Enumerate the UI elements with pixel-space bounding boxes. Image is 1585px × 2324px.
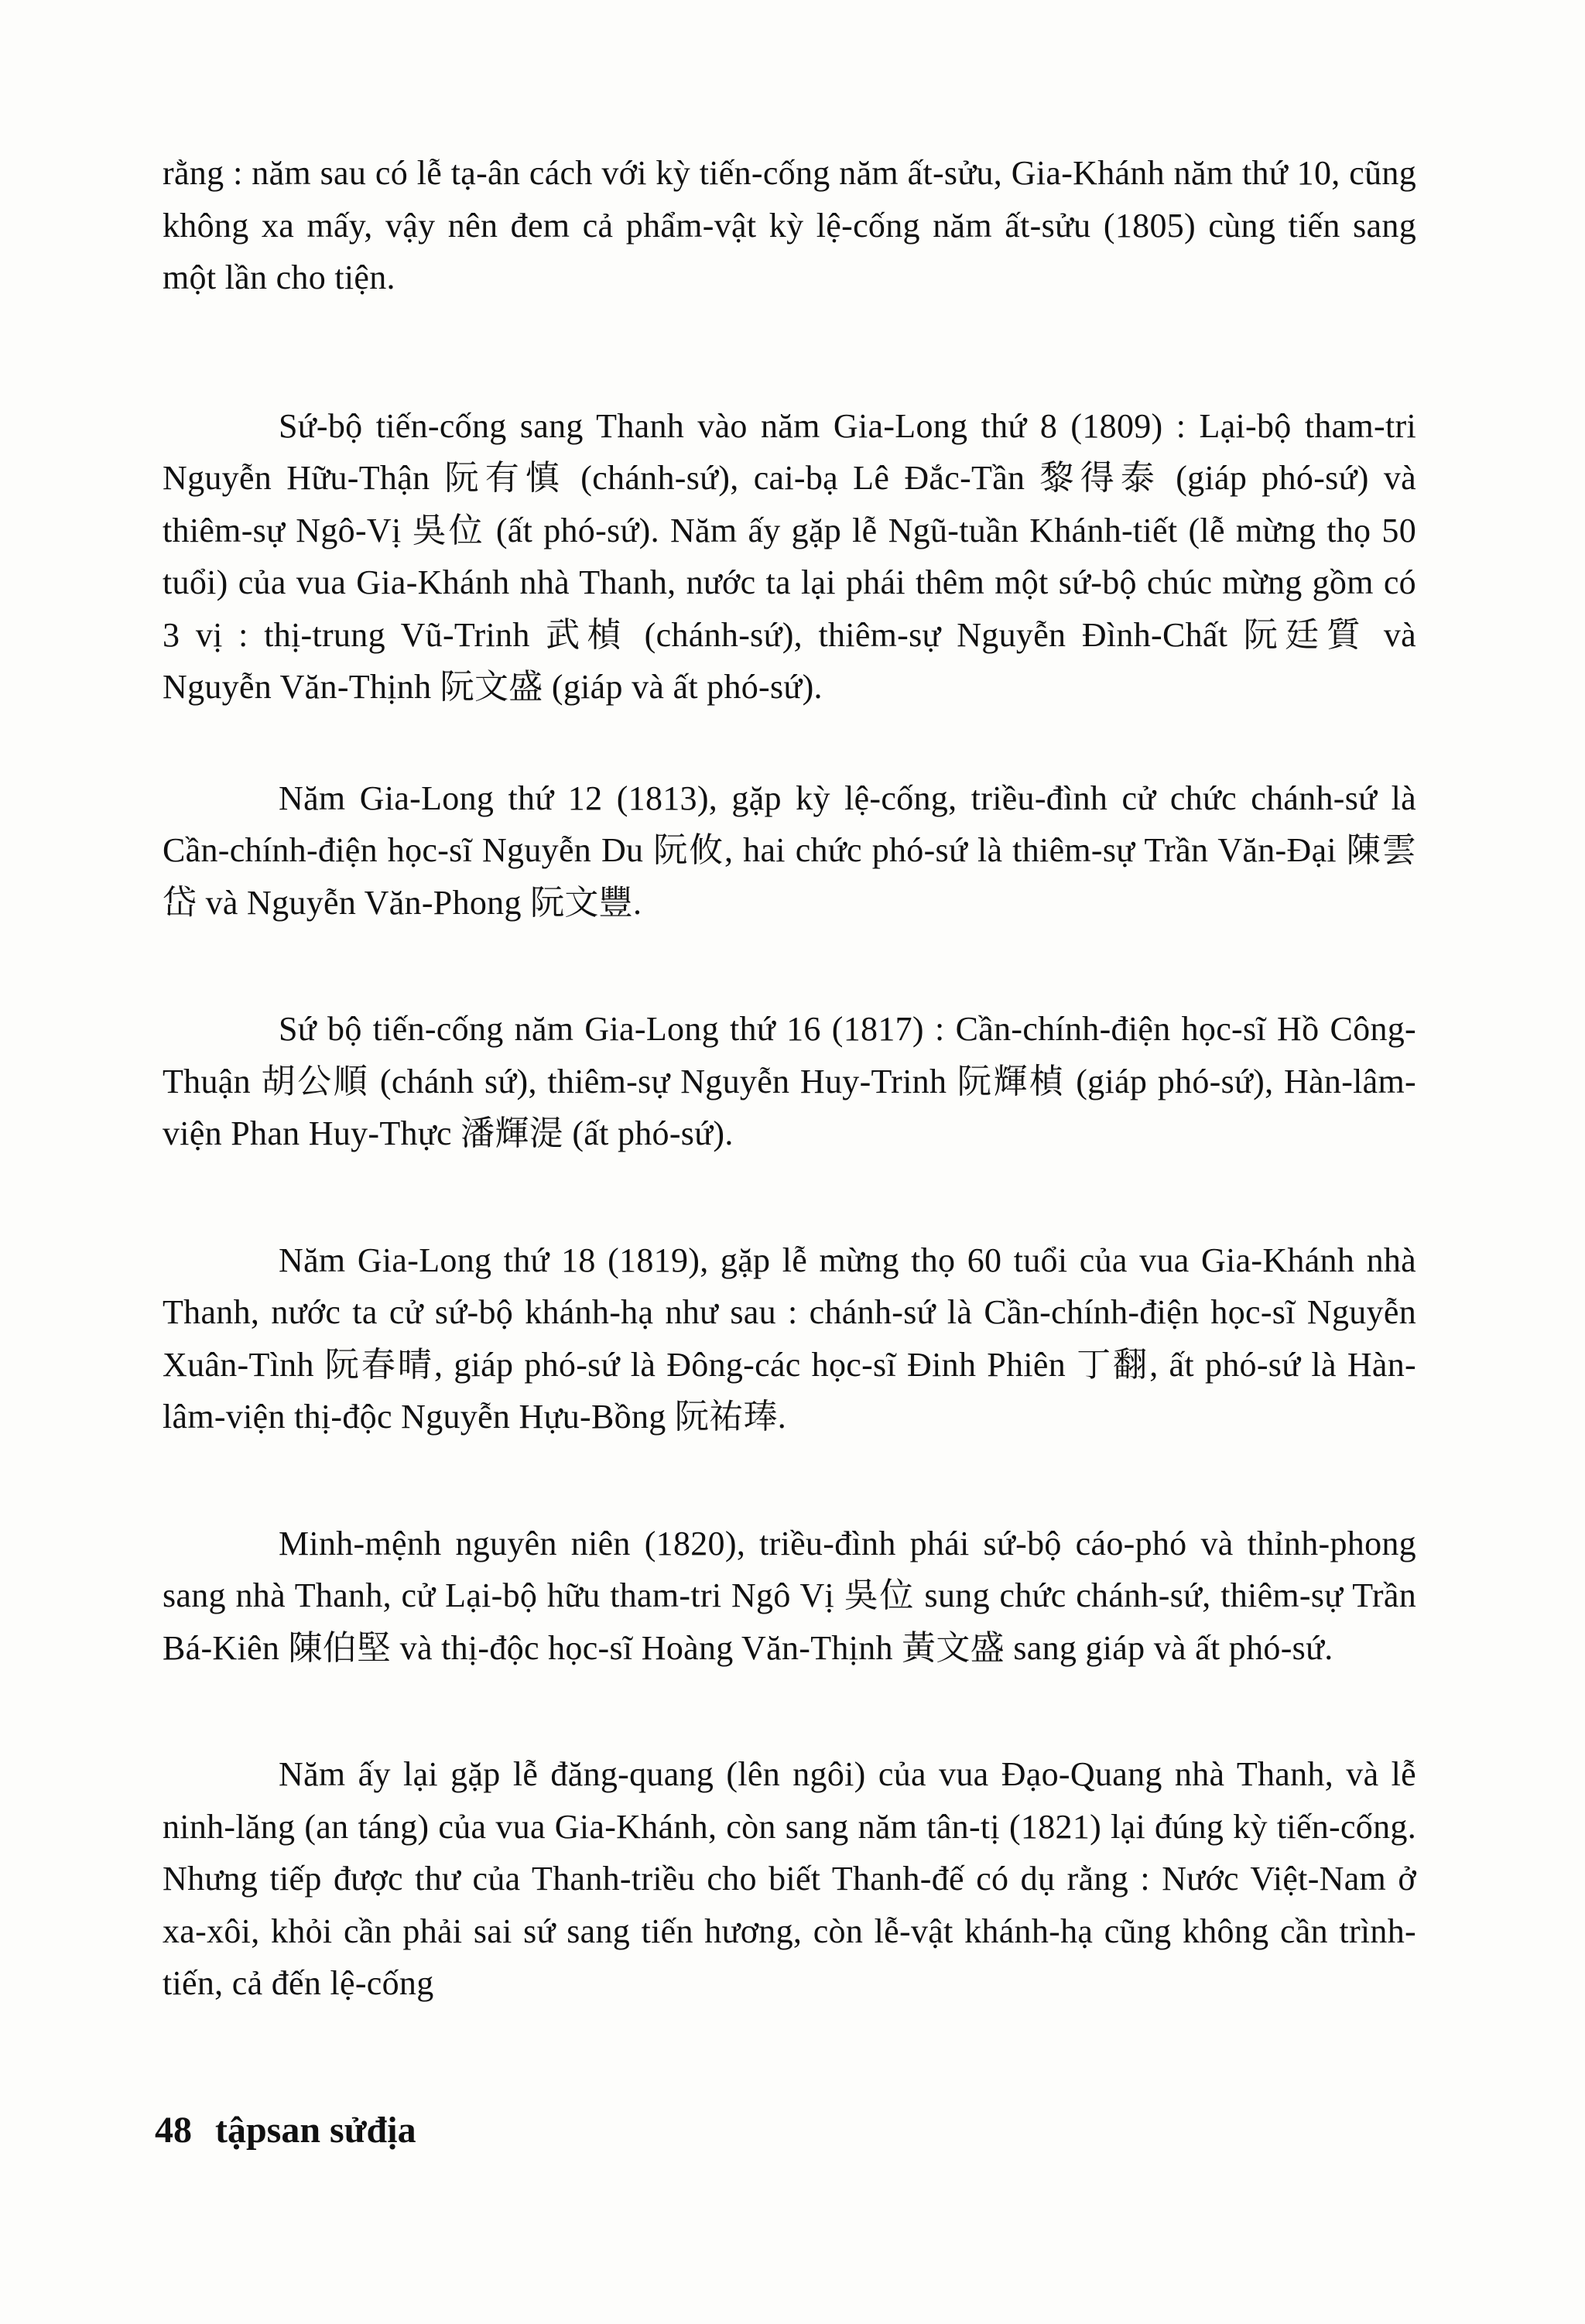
paragraph-1: rằng : năm sau có lễ tạ-ân cách với kỳ tiến-cống năm ất-sửu, Gia-Khánh năm thứ 10, cũng không xa mấy, vậy nên đem cả phẩm-vật kỳ lệ-cống năm ất-sửu (1805) cùng tiến sang một lần cho tiện. <box>163 154 1416 296</box>
paragraph-5: Năm Gia-Long thứ 18 (1819), gặp lễ mừng thọ 60 tuổi của vua Gia-Khánh nhà Thanh, nước ta cử sứ-bộ khánh-hạ như sau : chánh-sứ là Cần-chính-điện học-sĩ Nguyễn Xuân-Tình 阮春晴, giáp phó-sứ là Đông-các học-sĩ Đinh Phiên 丁翻, ất phó-sứ là Hàn-lâm-viện thị-độc Nguyễn Hựu-Bồng 阮祐琫. <box>163 1241 1416 1436</box>
paragraph-7: Năm ấy lại gặp lễ đăng-quang (lên ngôi) của vua Đạo-Quang nhà Thanh, và lễ ninh-lăng (an táng) của vua Gia-Khánh, còn sang năm tân-tị (1821) lại đúng kỳ tiến-cống. Nhưng tiếp được thư của Thanh-triều cho biết Thanh-đế có dụ rằng : Nước Việt-Nam ở xa-xôi, khỏi cần phải sai sứ sang tiến hương, còn lễ-vật khánh-hạ cũng không cần trình-tiến, cả đến lệ-cống <box>163 1755 1416 2002</box>
page-number: 48 <box>155 2110 192 2151</box>
paragraph-6: Minh-mệnh nguyên niên (1820), triều-đình phái sứ-bộ cáo-phó và thỉnh-phong sang nhà Thanh, cử Lại-bộ hữu tham-tri Ngô Vị 吳位 sung chức chánh-sứ, thiêm-sự Trần Bá-Kiên 陳伯堅 và thị-độc học-sĩ Hoàng Văn-Thịnh 黃文盛 sang giáp và ất phó-sứ. <box>163 1524 1416 1667</box>
page-footer <box>155 2109 416 2151</box>
publication-name: tậpsan sửđịa <box>215 2110 416 2151</box>
paragraph-3: Năm Gia-Long thứ 12 (1813), gặp kỳ lệ-cống, triều-đình cử chức chánh-sứ là Cần-chính-điện học-sĩ Nguyễn Du 阮攸, hai chức phó-sứ là thiêm-sự Trần Văn-Đại 陳雲岱 và Nguyễn Văn-Phong 阮文豐. <box>163 779 1416 922</box>
paragraph-2: Sứ-bộ tiến-cống sang Thanh vào năm Gia-Long thứ 8 (1809) : Lại-bộ tham-tri Nguyễn Hữu-Thận 阮有慎 (chánh-sứ), cai-bạ Lê Đắc-Tần 黎得泰 (giáp phó-sứ) và thiêm-sự Ngô-Vị 吳位 (ất phó-sứ). Năm ấy gặp lễ Ngũ-tuần Khánh-tiết (lễ mừng thọ 50 tuổi) của vua Gia-Khánh nhà Thanh, nước ta lại phái thêm một sứ-bộ chúc mừng gồm có 3 vị : thị-trung Vũ-Trinh 武楨 (chánh-sứ), thiêm-sự Nguyễn Đình-Chất 阮廷質 và Nguyễn Văn-Thịnh 阮文盛 (giáp và ất phó-sứ). <box>163 406 1416 706</box>
paragraph-4: Sứ bộ tiến-cống năm Gia-Long thứ 16 (1817) : Cần-chính-điện học-sĩ Hồ Công-Thuận 胡公順 (chánh sứ), thiêm-sự Nguyễn Huy-Trinh 阮輝楨 (giáp phó-sứ), Hàn-lâm-viện Phan Huy-Thực 潘輝湜 (ất phó-sứ). <box>163 1010 1416 1152</box>
body-text <box>163 147 1416 2010</box>
